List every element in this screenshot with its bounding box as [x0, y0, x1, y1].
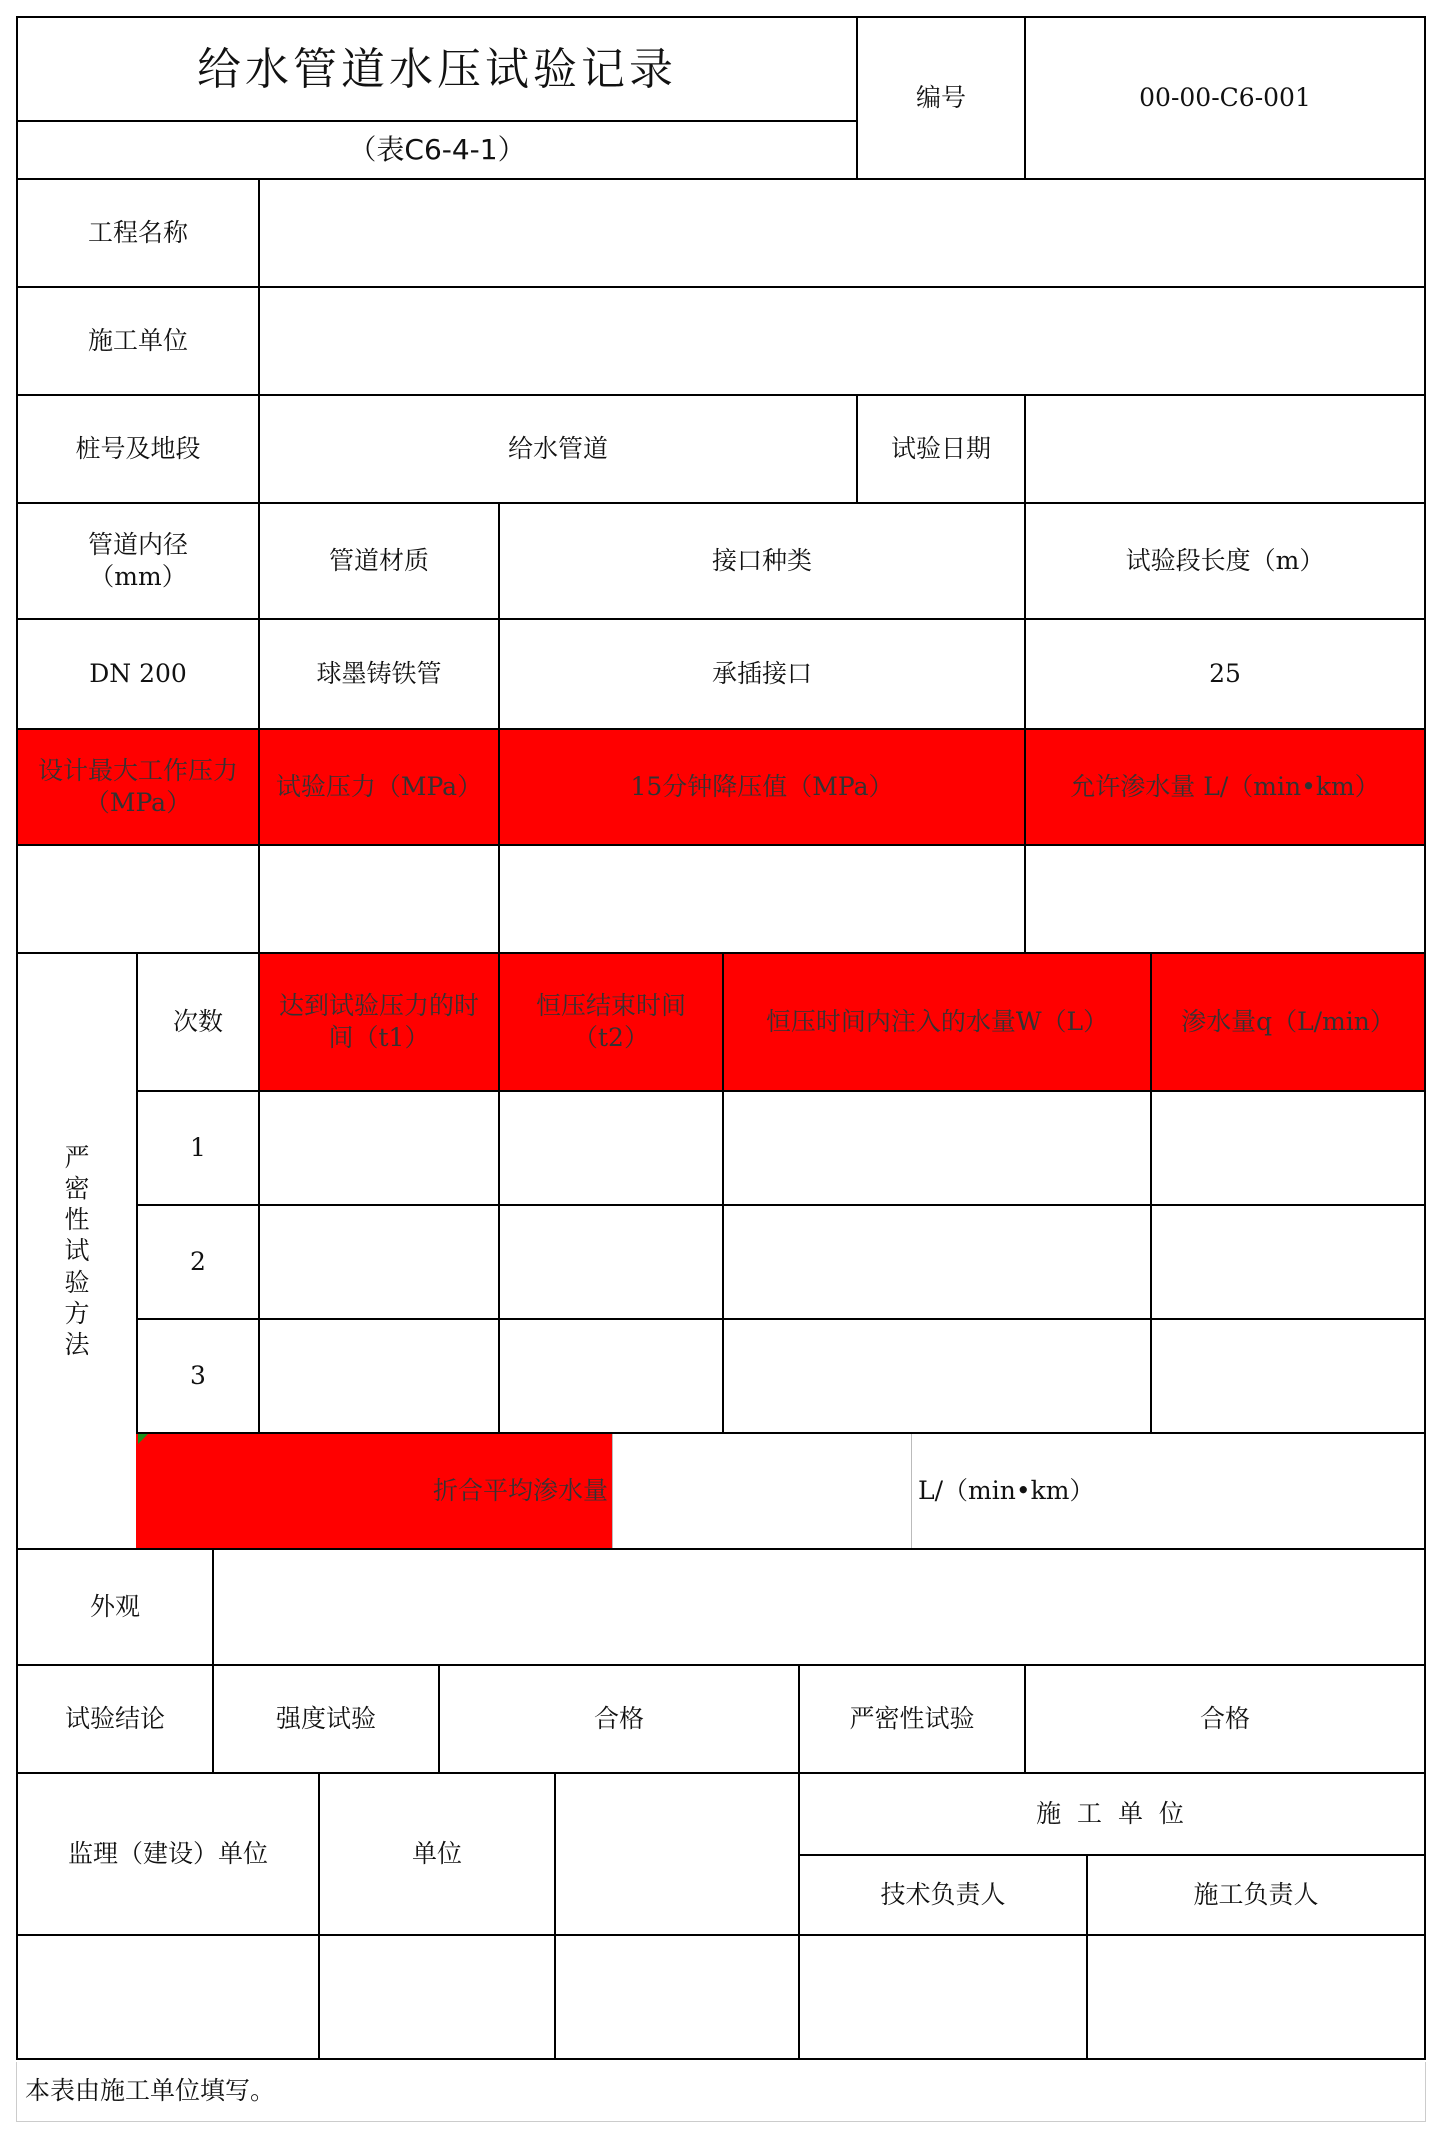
tech-lead-label: 技术负责人 — [798, 1854, 1088, 1936]
cell-comment-marker — [138, 1434, 148, 1444]
project-name-label: 工程名称 — [16, 178, 260, 288]
test-length-value[interactable]: 25 — [1024, 618, 1426, 730]
supervisor-label: 监理（建设）单位 — [16, 1772, 320, 1936]
form-title: 给水管道水压试验记录 — [16, 16, 858, 122]
count-header: 次数 — [136, 952, 260, 1092]
side-char: 验 — [64, 1267, 90, 1297]
project-name-field[interactable] — [258, 178, 1426, 288]
row-t1[interactable] — [258, 1204, 500, 1320]
pipe-material-value[interactable]: 球墨铸铁管 — [258, 618, 500, 730]
contractor-field[interactable] — [258, 286, 1426, 396]
form-subtitle: （表C6-4-1） — [16, 120, 858, 180]
row-t2[interactable] — [498, 1090, 724, 1206]
row-seepage[interactable] — [1150, 1090, 1426, 1206]
appearance-label: 外观 — [16, 1548, 214, 1666]
tightness-test-result[interactable]: 合格 — [1024, 1664, 1426, 1774]
water-injected-header: 恒压时间内注入的水量W（L） — [722, 952, 1152, 1092]
average-seepage-label: 折合平均渗水量 — [136, 1434, 612, 1548]
row-seepage[interactable] — [1150, 1204, 1426, 1320]
tech-lead-signature[interactable] — [798, 1934, 1088, 2060]
design-pressure-header: 设计最大工作压力 （MPa） — [16, 728, 260, 846]
row-seepage[interactable] — [1150, 1318, 1426, 1434]
test-pressure-value[interactable] — [258, 844, 500, 954]
strength-test-label: 强度试验 — [212, 1664, 440, 1774]
construction-lead-signature[interactable] — [1086, 1934, 1426, 2060]
allowed-seepage-value[interactable] — [1024, 844, 1426, 954]
test-date-field[interactable] — [1024, 394, 1426, 504]
side-char: 法 — [64, 1330, 90, 1360]
appearance-field[interactable] — [212, 1548, 1426, 1666]
row-water[interactable] — [722, 1090, 1152, 1206]
average-seepage-unit: L/（min•km） — [918, 1475, 1095, 1505]
side-char: 性 — [64, 1205, 90, 1235]
pipe-diameter-value[interactable]: DN 200 — [16, 618, 260, 730]
pipe-diameter-header: 管道内径 （mm） — [16, 502, 260, 620]
joint-type-value[interactable]: 承插接口 — [498, 618, 1026, 730]
test-pressure-header: 试验压力（MPa） — [258, 728, 500, 846]
unit-value-signature[interactable] — [554, 1934, 800, 2060]
seepage-rate-header: 渗水量q（L/min） — [1150, 952, 1426, 1092]
row-number: 1 — [136, 1090, 260, 1206]
unit-label: 单位 — [318, 1772, 556, 1936]
row-t1[interactable] — [258, 1318, 500, 1434]
pressure-drop-value[interactable] — [498, 844, 1026, 954]
average-seepage-value[interactable] — [612, 1434, 912, 1548]
row-t1[interactable] — [258, 1090, 500, 1206]
contractor-label: 施工单位 — [16, 286, 260, 396]
number-value[interactable]: 00-00-C6-001 — [1024, 16, 1426, 180]
section-label: 桩号及地段 — [16, 394, 260, 504]
pressure-drop-header: 15分钟降压值（MPa） — [498, 728, 1026, 846]
row-t2[interactable] — [498, 1204, 724, 1320]
number-label: 编号 — [856, 16, 1026, 180]
test-date-label: 试验日期 — [856, 394, 1026, 504]
allowed-seepage-header: 允许渗水量 L/（min•km） — [1024, 728, 1426, 846]
joint-type-header: 接口种类 — [498, 502, 1026, 620]
pipe-material-header: 管道材质 — [258, 502, 500, 620]
contractor-header: 施 工 单 位 — [798, 1772, 1426, 1856]
side-char: 方 — [64, 1298, 90, 1328]
side-char: 密 — [64, 1173, 90, 1203]
table-right-border — [1424, 1432, 1426, 1550]
tightness-test-label: 严密性试验 — [798, 1664, 1026, 1774]
conclusion-label: 试验结论 — [16, 1664, 214, 1774]
test-length-header: 试验段长度（m） — [1024, 502, 1426, 620]
supervisor-signature[interactable] — [16, 1934, 320, 2060]
tightness-side-label — [16, 952, 138, 1550]
footer-note: 本表由施工单位填写。 — [16, 2062, 1426, 2122]
unit-signature[interactable] — [318, 1934, 556, 2060]
row-number: 2 — [136, 1204, 260, 1320]
unit-value[interactable] — [554, 1772, 800, 1936]
row-water[interactable] — [722, 1318, 1152, 1434]
t1-header: 达到试验压力的时 间（t1） — [258, 952, 500, 1092]
side-char: 试 — [64, 1236, 90, 1266]
t2-header: 恒压结束时间 （t2） — [498, 952, 724, 1092]
row-number: 3 — [136, 1318, 260, 1434]
row-water[interactable] — [722, 1204, 1152, 1320]
strength-test-result[interactable]: 合格 — [438, 1664, 800, 1774]
row-t2[interactable] — [498, 1318, 724, 1434]
section-value[interactable]: 给水管道 — [258, 394, 858, 504]
construction-lead-label: 施工负责人 — [1086, 1854, 1426, 1936]
side-char: 严 — [64, 1142, 90, 1172]
design-pressure-value[interactable] — [16, 844, 260, 954]
